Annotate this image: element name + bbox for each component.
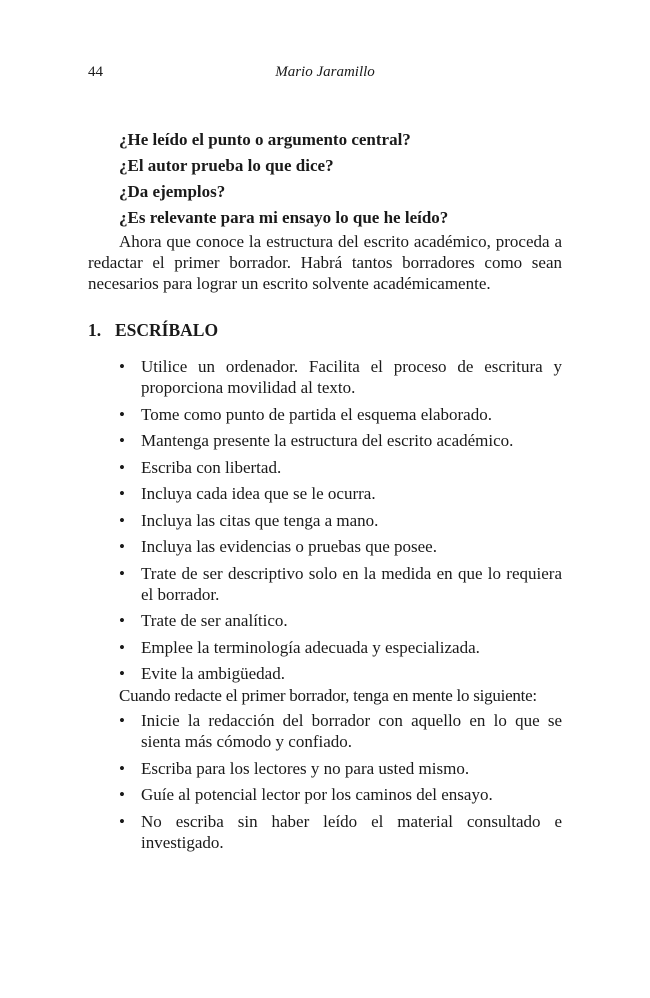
running-head-author: Mario Jaramillo <box>275 64 375 80</box>
bullet-icon: • <box>119 785 125 804</box>
bullet-icon: • <box>119 711 125 730</box>
bullet-icon: • <box>119 457 125 477</box>
list-item <box>119 483 562 504</box>
list-item <box>119 811 562 853</box>
list-item <box>119 563 562 605</box>
bullet-icon: • <box>119 404 125 424</box>
list-item-text: Escriba con libertad. <box>141 457 282 477</box>
transition-paragraph: Cuando redacte el primer borrador, tenga en mente lo siguiente: <box>119 686 537 705</box>
bullet-icon: • <box>119 431 125 450</box>
list-item-text: Evite la ambigüedad. <box>141 664 285 683</box>
list-item <box>119 663 562 684</box>
list-item-text: Emplee la terminología adecuada y especializada. <box>141 637 480 657</box>
bullet-icon: • <box>119 664 125 683</box>
bullet-list-writing-tips <box>119 356 562 690</box>
page-number: 44 <box>88 64 103 80</box>
list-item-text: Trate de ser analítico. <box>141 611 288 630</box>
list-item <box>119 637 562 658</box>
bullet-icon: • <box>119 637 125 657</box>
bullet-icon: • <box>119 758 125 778</box>
list-item <box>119 784 562 805</box>
list-item <box>119 610 562 631</box>
list-item-text: Incluya cada idea que se le ocurra. <box>141 484 376 503</box>
list-item-text: No escriba sin haber leído el material consultado e investigado. <box>141 811 562 852</box>
list-item <box>119 758 562 779</box>
list-item-text: Tome como punto de partida el esquema elaborado. <box>141 404 492 424</box>
question-item: ¿Es relevante para mi ensayo lo que he leído? <box>119 208 449 227</box>
list-item <box>119 404 562 425</box>
section-number: 1. <box>88 320 102 340</box>
bullet-icon: • <box>119 537 125 556</box>
bullet-icon: • <box>119 811 125 831</box>
bullet-icon: • <box>119 611 125 630</box>
question-item: ¿He leído el punto o argumento central? <box>119 130 411 149</box>
list-item-text: Guíe al potencial lector por los caminos del ensayo. <box>141 785 493 804</box>
list-item-text: Utilice un ordenador. Facilita el proceso de escritura y proporciona movilidad al texto. <box>141 357 562 397</box>
section-title: ESCRÍBALO <box>115 320 219 340</box>
list-item <box>119 710 562 752</box>
question-list <box>119 127 448 231</box>
bullet-icon: • <box>119 510 125 530</box>
list-item <box>119 430 562 451</box>
list-item <box>119 536 562 557</box>
list-item <box>119 510 562 531</box>
list-item <box>119 457 562 478</box>
question-item: ¿El autor prueba lo que dice? <box>119 156 334 175</box>
intro-paragraph: Ahora que conoce la estructura del escrito académico, proceda a redactar el primer borrador. Habrá tantos borradores como sean necesarios para lograr un escrito solvente académicamente. <box>88 232 562 293</box>
list-item-text: Incluya las citas que tenga a mano. <box>141 510 379 530</box>
list-item-text: Escriba para los lectores y no para usted mismo. <box>141 758 470 778</box>
list-item-text: Incluya las evidencias o pruebas que posee. <box>141 537 437 556</box>
bullet-icon: • <box>119 484 125 503</box>
list-item-text: Trate de ser descriptivo solo en la medida en que lo requiera el borrador. <box>141 563 562 604</box>
section-heading <box>88 320 218 341</box>
bullet-icon: • <box>119 357 125 376</box>
list-item-text: Inicie la redacción del borrador con aquello en lo que se sienta más cómodo y confiado. <box>141 711 562 751</box>
bullet-list-draft-tips <box>119 710 562 858</box>
bullet-icon: • <box>119 563 125 583</box>
question-item: ¿Da ejemplos? <box>119 182 226 201</box>
list-item <box>119 356 562 398</box>
list-item-text: Mantenga presente la estructura del escrito académico. <box>141 431 514 450</box>
